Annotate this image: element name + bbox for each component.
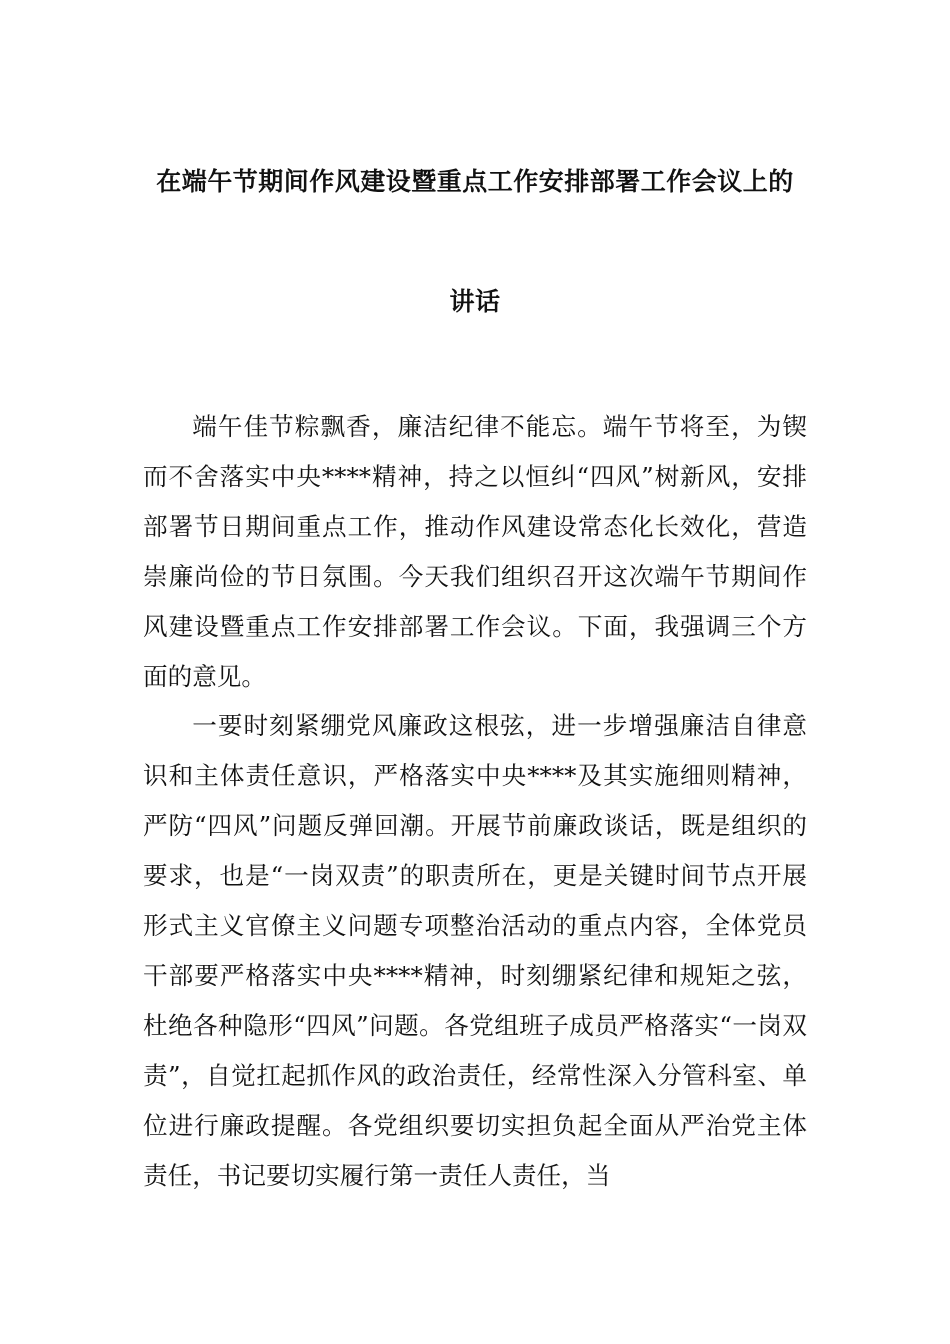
paragraph-intro: 端午佳节粽飘香，廉洁纪律不能忘。端午节将至，为锲而不舍落实中央****精神，持之以恒纠“四风”树新风，安排部署节日期间重点工作，推动作风建设常态化长效化，营造崇廉尚俭的节日氛围。今天我们组织召开这次端午节期间作风建设暨重点工作安排部署工作会议。下面，我强调三个方面的意见。 — [143, 412, 807, 691]
paragraph-point-one: 一要时刻紧绷党风廉政这根弦，进一步增强廉洁自律意识和主体责任意识，严格落实中央****及其实施细则精神，严防“四风”问题反弹回潮。开展节前廉政谈话，既是组织的要求，也是“一岗双责”的职责所在，更是关键时间节点开展形式主义官僚主义问题专项整治活动的重点内容，全体党员干部要严格落实中央****精神，时刻绷紧纪律和规矩之弦，杜绝各种隐形“四风”问题。各党组班子成员严格落实“一岗双责”，自觉扛起抓作风的政治责任，经常性深入分管科室、单位进行廉政提醒。各党组织要切实担负起全面从严治党主体责任，书记要切实履行第一责任人责任，当 — [143, 711, 807, 1190]
document-title-line-2: 讲话 — [449, 287, 501, 316]
document-title-line-1: 在端午节期间作风建设暨重点工作安排部署工作会议上的 — [156, 167, 794, 196]
document-body — [143, 402, 807, 1201]
